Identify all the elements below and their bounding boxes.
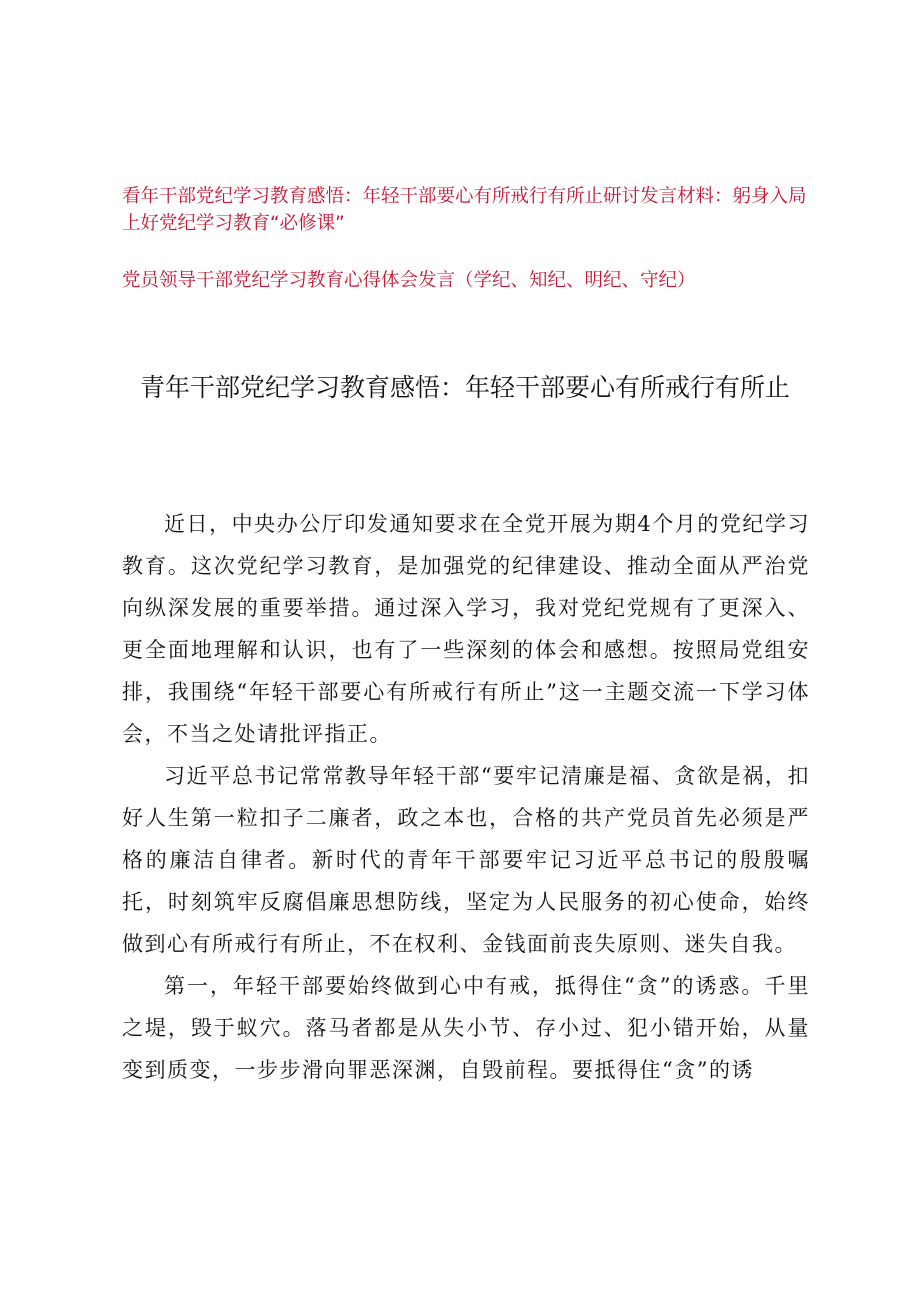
related-article-link-1[interactable]: 看年干部党纪学习教育感悟：年轻干部要心有所戒行有所止研讨发言材料：躬身入局上好党纪学习教育“必修课”: [122, 186, 807, 234]
paragraph: 习近平总书记常常教导年轻干部“要牢记清廉是福、贪欲是祸，扣好人生第一粒扣子二廉者，政之本也，合格的共产党员首先必须是严格的廉洁自律者。新时代的青年干部要牢记习近平总书记的殷殷嘱托，时刻筑牢反腐倡廉思想防线，坚定为人民服务的初心使命，始终做到心有所戒行有所止，不在权利、金钱面前丧失原则、迷失自我。: [122, 764, 810, 956]
related-articles: [122, 183, 812, 294]
paragraph: 近日，中央办公厅印发通知要求在全党开展为期4个月的党纪学习教育。这次党纪学习教育，是加强党的纪律建设、推动全面从严治党向纵深发展的重要举措。通过深入学习，我对党纪党规有了更深入、更全面地理解和认识，也有了一些深刻的体会和感想。按照局党组安排，我围绕“年轻干部要心有所戒行有所止”这一主题交流一下学习体会，不当之处请批评指正。: [122, 512, 810, 746]
related-article-link-2[interactable]: 党员领导干部党纪学习教育心得体会发言（学纪、知纪、明纪、守纪）: [122, 270, 696, 291]
paragraph: 第一，年轻干部要始终做到心中有戒，抵得住“贪”的诱惑。千里之堤，毁于蚁穴。落马者都是从失小节、存小过、犯小错开始，从量变到质变，一步步滑向罪恶深渊，自毁前程。要抵得住“贪”的诱: [122, 974, 810, 1082]
article-title: 青年干部党纪学习教育感悟：年轻干部要心有所戒行有所止: [139, 373, 790, 402]
article-body: [122, 503, 810, 1091]
